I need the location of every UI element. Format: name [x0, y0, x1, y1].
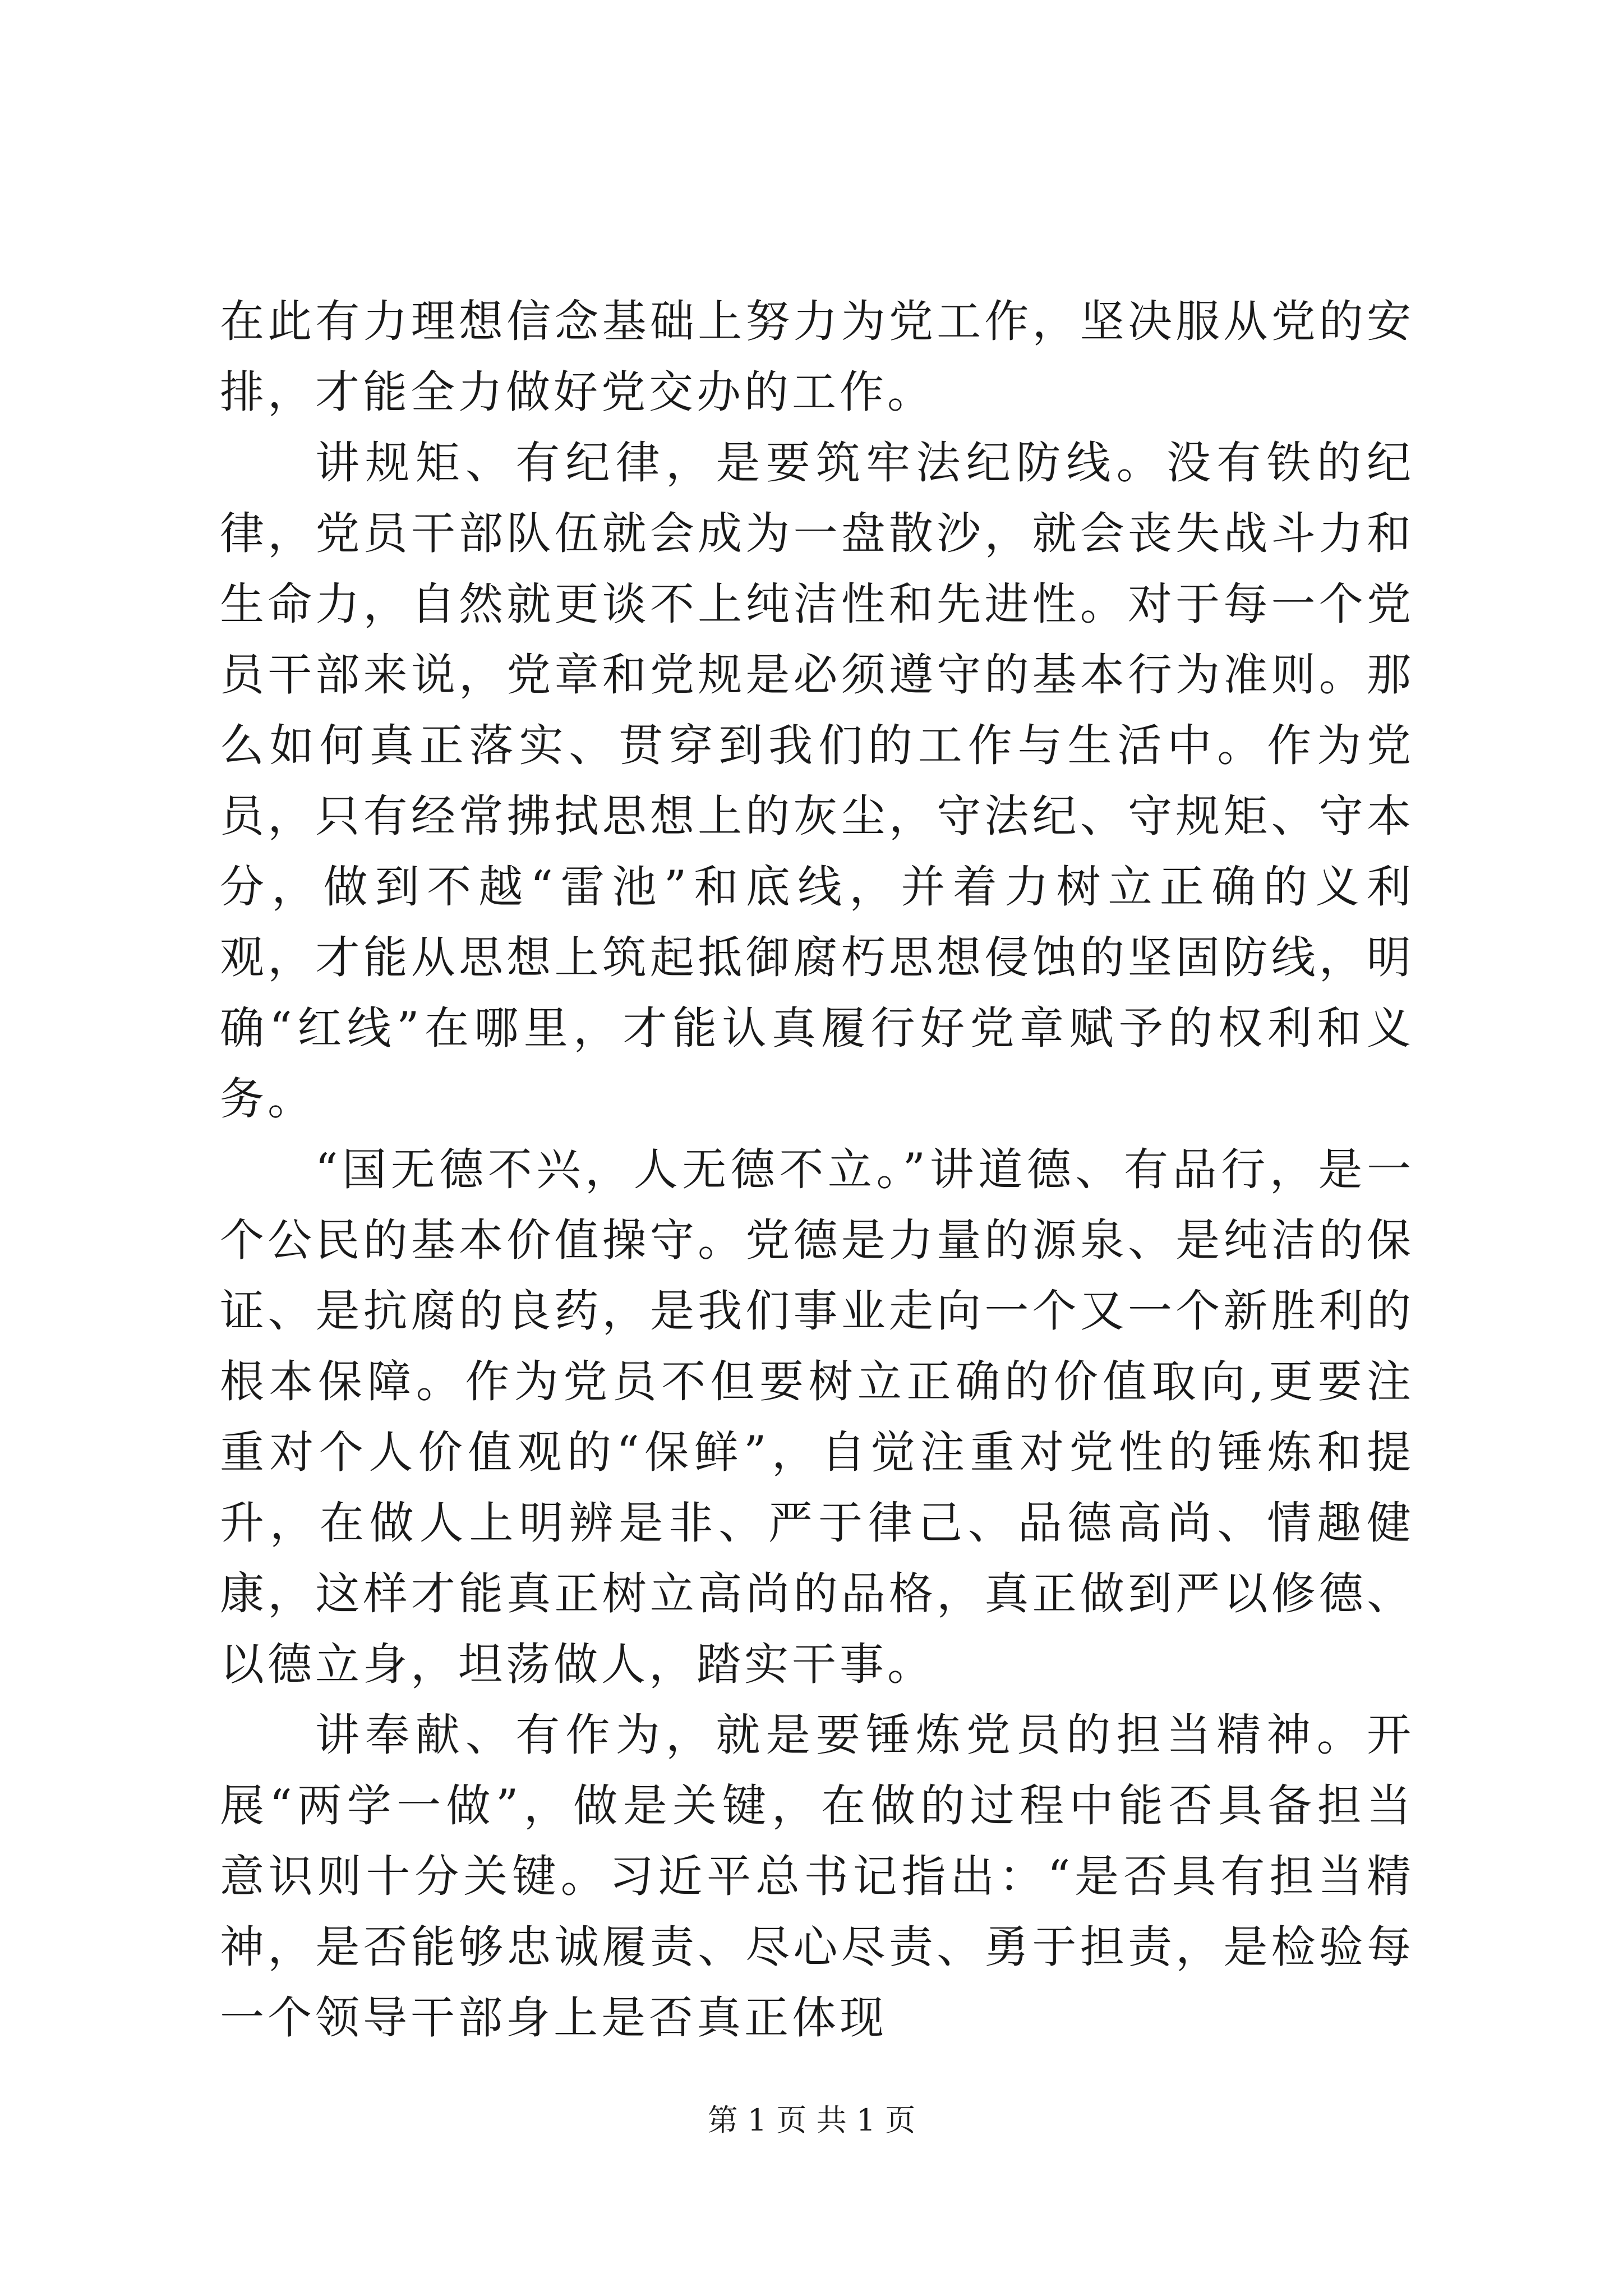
- paragraph-3: “国无德不兴，人无德不立。”讲道德、有品行，是一个公民的基本价值操守。党德是力量的源泉、是纯洁的保证、是抗腐的良药，是我们事业走向一个又一个新胜利的根本保障。作为党员不但要树立正确的价值取向,更要注重对个人价值观的“保鲜”，自觉注重对党性的锤炼和提升，在做人上明辨是非、严于律己、品德高尚、情趣健康，这样才能真正树立高尚的品格，真正做到严以修德、以德立身，坦荡做人，踏实干事。: [220, 1144, 1414, 1690]
- paragraph-4: 讲奉献、有作为，就是要锤炼党员的担当精神。开展“两学一做”，做是关键，在做的过程中能否具备担当意识则十分关键。习近平总书记指出：“是否具有担当精神，是否能够忠诚履责、尽心尽责、勇于担责，是检验每一个领导干部身上是否真正体现: [220, 1709, 1414, 2044]
- paragraph-1: 在此有力理想信念基础上努力为党工作，坚决服从党的安排，才能全力做好党交办的工作。: [220, 296, 1414, 418]
- page-number-label: 第 1 页 共 1 页: [707, 2102, 916, 2138]
- page-footer: [0, 2101, 1623, 2140]
- paragraph-2: 讲规矩、有纪律，是要筑牢法纪防线。没有铁的纪律，党员干部队伍就会成为一盘散沙，就会丧失战斗力和生命力，自然就更谈不上纯洁性和先进性。对于每一个党员干部来说，党章和党规是必须遵守的基本行为准则。那么如何真正落实、贯穿到我们的工作与生活中。作为党员，只有经常拂拭思想上的灰尘，守法纪、守规矩、守本分，做到不越“雷池”和底线，并着力树立正确的义利观，才能从思想上筑起抵御腐朽思想侵蚀的坚固防线，明确“红线”在哪里，才能认真履行好党章赋予的权利和义务。: [220, 437, 1414, 1125]
- document-body: [220, 286, 1414, 2053]
